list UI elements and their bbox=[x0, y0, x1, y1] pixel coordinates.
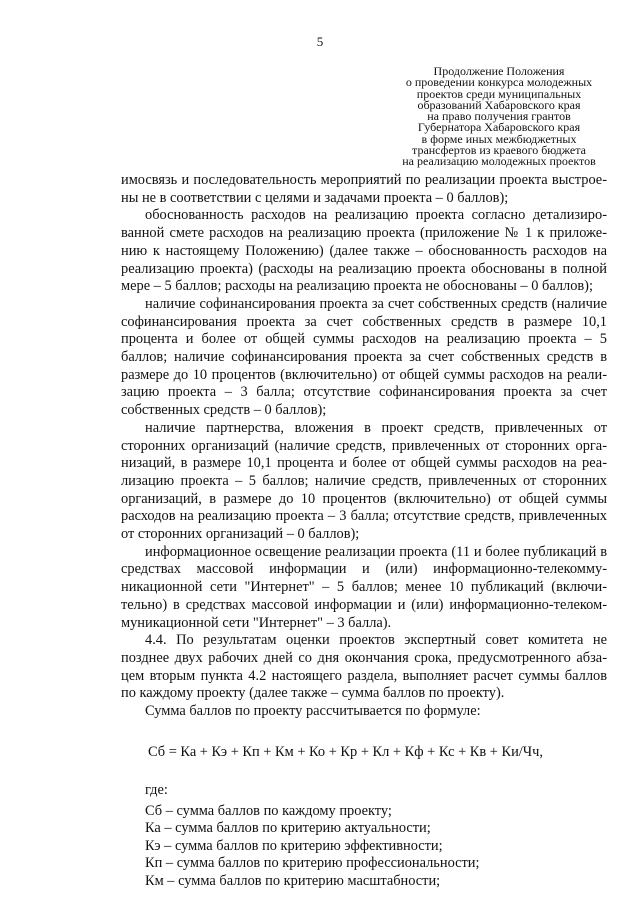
running-header-line: на реализацию молодежных проектов bbox=[402, 154, 596, 169]
formula-legend bbox=[145, 782, 605, 891]
legend-item: Сб – сумма баллов по каждому проекту; bbox=[145, 802, 392, 819]
legend-item: Кп – сумма баллов по критерию профессиональности; bbox=[145, 855, 480, 872]
running-header-line: на право получения грантов bbox=[427, 109, 571, 124]
legend-item: Ка – сумма баллов по критерию актуальности; bbox=[145, 820, 431, 837]
running-header-line: проектов среди муниципальных bbox=[416, 86, 582, 101]
document-body bbox=[121, 172, 607, 721]
running-header-line: о проведении конкурса молодежных bbox=[405, 75, 593, 90]
paragraph-media-coverage: информационное освещение реализации проекта (11 и более публикаций в средствах массовой информации и (или) информационно-телекоммуникационной сети "Интернет" – 5 баллов; менее 10 публикаций (включительно) в средствах массовой информации и (или) информационно-телекоммуникационной сети "Интернет" – 3 балла). bbox=[121, 543, 607, 631]
paragraph-partnership: наличие партнерства, вложения в проект средств, привлеченных от сторонних организаций (наличие средств, привлеченных от сторонних организаций, в размере 10,1 процента и более от общей суммы расходов на реализацию проекта – 5 баллов; наличие средств, привлеченных от сторонних организаций, в размере до 10 процентов (включительно) от общей суммы расходов на реализацию проекта – 3 балла; отсутствие средств, привлеченных от сторонних организаций – 0 баллов); bbox=[121, 419, 607, 543]
legend-item: Кэ – сумма баллов по критерию эффективности; bbox=[145, 837, 443, 854]
paragraph-4-4: 4.4. По результатам оценки проектов экспертный совет комитета не позднее двух рабочих дней со дня окончания срока, предусмотренного абзацем вторым пункта 4.2 настоящего раздела, выполняет расчет суммы баллов по каждому проекту (далее также – сумма баллов по проекту). bbox=[121, 632, 607, 702]
legend-intro: где: bbox=[145, 782, 168, 798]
running-header bbox=[392, 66, 606, 168]
running-header-line: Губернатора Хабаровского края bbox=[417, 120, 581, 135]
paragraph-continuation: имосвязь и последовательность мероприятий по реализации проекта выстроены не в соответствии с целями и задачами проекта – 0 баллов); bbox=[121, 172, 607, 206]
page-number: 5 bbox=[316, 34, 324, 49]
running-header-line: образований Хабаровского края bbox=[417, 97, 581, 112]
running-header-line: трансфертов из краевого бюджета bbox=[412, 143, 586, 158]
paragraph-cost-justification: обоснованность расходов на реализацию проекта согласно детализированной смете расходов на реализацию проекта (приложение № 1 к приложению к настоящему Положению) (далее также – обоснованность расходов на реализацию проекта) (расходы на реализацию проекта обоснованы в полной мере – 5 баллов; расходы на реализацию проекта не обоснованы – 0 баллов); bbox=[121, 207, 607, 295]
legend-item: Км – сумма баллов по критерию масштабности; bbox=[145, 872, 441, 889]
paragraph-cofinancing: наличие софинансирования проекта за счет собственных средств (наличие софинансирования проекта за счет собственных средств в размере 10,1 процента и более от общей суммы расходов на реализацию проекта – 5 баллов; наличие софинансирования проекта за счет собственных средств в размере до 10 процентов (включительно) от общей суммы расходов на реализацию проекта – 3 балла; отсутствие софинансирования проекта за счет собственных средств – 0 баллов); bbox=[121, 295, 607, 419]
paragraph-formula-intro: Сумма баллов по проекту рассчитывается по формуле: bbox=[145, 703, 481, 720]
score-formula: Сб = Ка + Кэ + Кп + Км + Ко + Кр + Кл + Кф + Кс + Кв + Ки/Чч, bbox=[148, 744, 543, 760]
running-header-line: в форме иных межбюджетных bbox=[421, 131, 577, 146]
running-header-line: Продолжение Положения bbox=[433, 64, 565, 78]
